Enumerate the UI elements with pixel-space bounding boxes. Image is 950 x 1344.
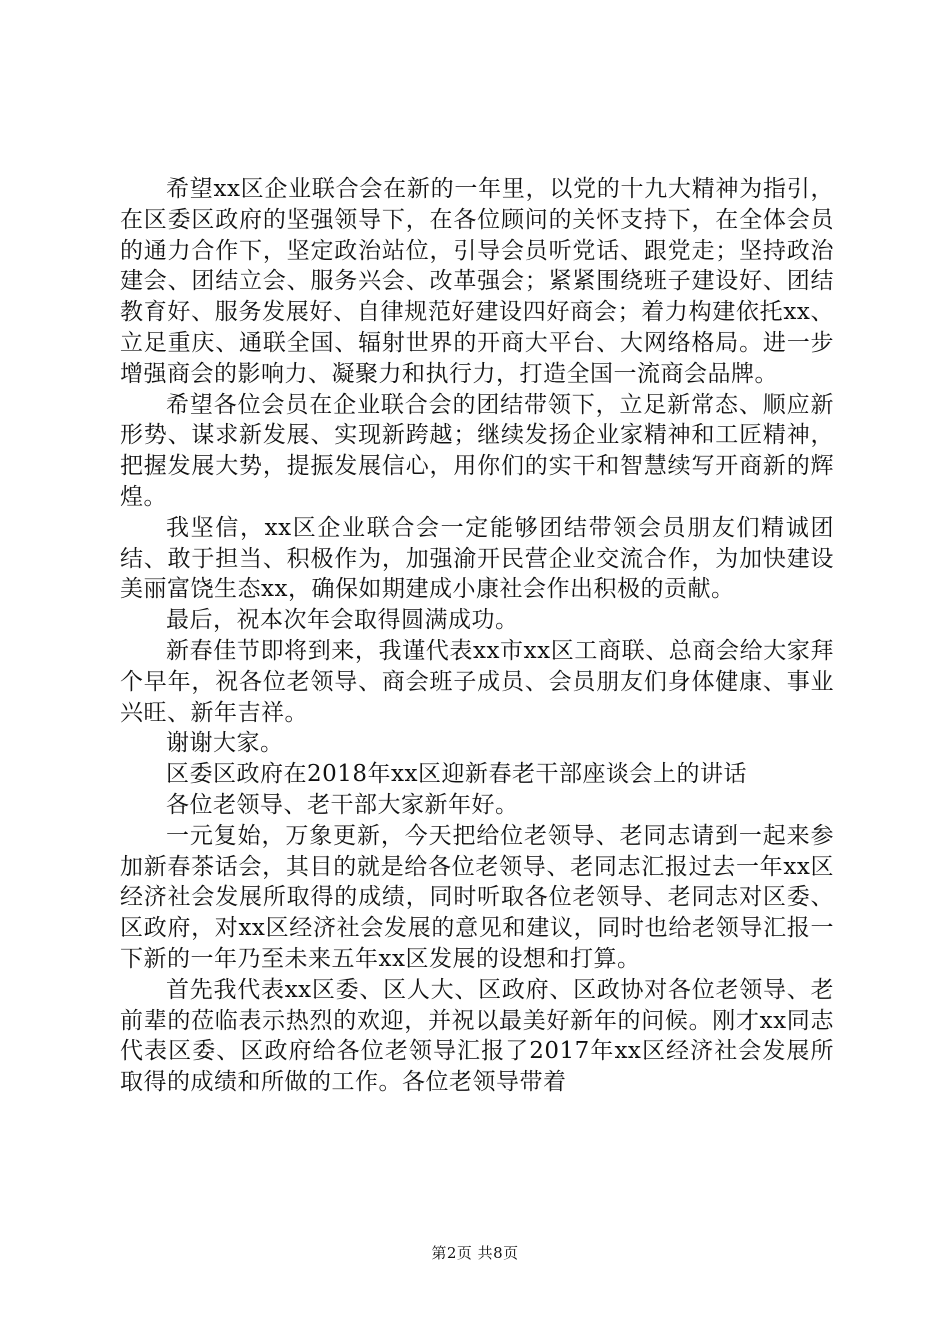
- paragraph-9: 一元复始，万象更新，今天把给位老领导、老同志请到一起来参加新春茶话会，其目的就是给各位老领导、老同志汇报过去一年xx区经济社会发展所取得的成绩，同时听取各位老领导、老同志对区委、区政府，对xx区经济社会发展的意见和建议，同时也给老领导汇报一下新的一年乃至未来五年xx区发展的设想和打算。: [120, 822, 834, 972]
- document-body: [120, 174, 834, 1098]
- paragraph-4: 最后，祝本次年会取得圆满成功。: [166, 607, 519, 634]
- paragraph-3: 我坚信，xx区企业联合会一定能够团结带领会员朋友们精诚团结、敢于担当、积极作为，加强渝开民营企业交流合作，为加快建设美丽富饶生态xx，确保如期建成小康社会作出积极的贡献。: [120, 514, 834, 603]
- paragraph-6: 谢谢大家。: [166, 730, 284, 757]
- page-number-footer: 第2页 共8页: [431, 1244, 519, 1262]
- paragraph-2: 希望各位会员在企业联合会的团结带领下，立足新常态、顺应新形势、谋求新发展、实现新跨越；继续发扬企业家精神和工匠精神，把握发展大势，提振发展信心，用你们的实干和智慧续写开商新的辉煌。: [120, 391, 834, 510]
- paragraph-1: 希望xx区企业联合会在新的一年里，以党的十九大精神为指引，在区委区政府的坚强领导下，在各位顾问的关怀支持下，在全体会员的通力合作下，坚定政治站位，引导会员听党话、跟党走；坚持政治建会、团结立会、服务兴会、改革强会；紧紧围绕班子建设好、团结教育好、服务发展好、自律规范好建设四好商会；着力构建依托xx、立足重庆、通联全国、辐射世界的开商大平台、大网络格局。进一步增强商会的影响力、凝聚力和执行力，打造全国一流商会品牌。: [120, 176, 834, 387]
- speech-title: 区委区政府在2018年xx区迎新春老干部座谈会上的讲话: [166, 761, 747, 788]
- paragraph-5: 新春佳节即将到来，我谨代表xx市xx区工商联、总商会给大家拜个早年，祝各位老领导、商会班子成员、会员朋友们身体健康、事业兴旺、新年吉祥。: [120, 637, 834, 726]
- greeting: 各位老领导、老干部大家新年好。: [166, 791, 519, 818]
- paragraph-10: 首先我代表xx区委、区人大、区政府、区政协对各位老领导、老前辈的莅临表示热烈的欢迎，并祝以最美好新年的问候。刚才xx同志代表区委、区政府给各位老领导汇报了2017年xx区经济社会发展所取得的成绩和所做的工作。各位老领导带着: [120, 976, 834, 1096]
